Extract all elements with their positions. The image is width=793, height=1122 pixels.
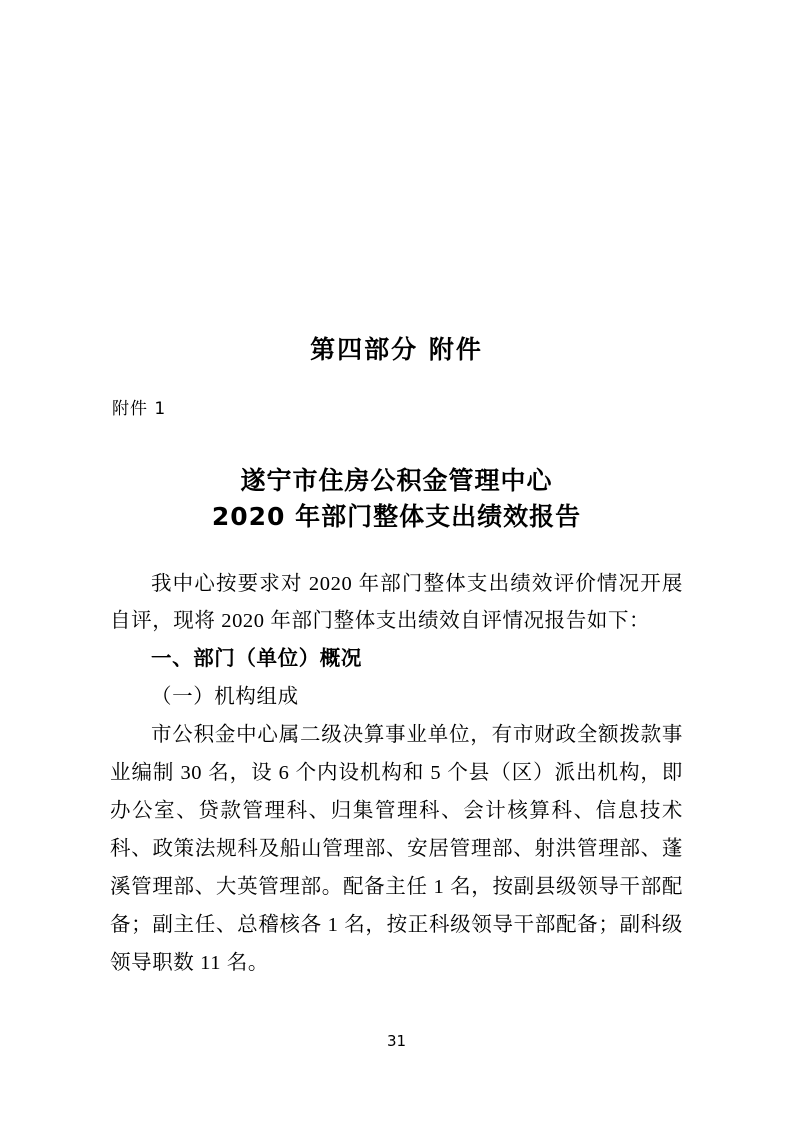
document-title — [110, 463, 683, 536]
document-title-line-2: 2020 年部门整体支出绩效报告 — [211, 502, 582, 532]
paragraph-intro: 我中心按要求对 2020 年部门整体支出绩效评价情况开展自评，现将 2020 年部门整体支出绩效自评情况报告如下： — [110, 572, 683, 633]
document-title-line-1: 遂宁市住房公积金管理中心 — [240, 466, 553, 495]
part-title: 第四部分 附件 — [310, 335, 483, 364]
subsection-1-body: 市公积金中心属二级决算事业单位，有市财政全额拨款事业编制 30 名，设 6 个内设机构和 5 个县（区）派出机构，即办公室、贷款管理科、归集管理科、会计核算科、信息技术科、政策法规科及船山管理部、安居管理部、射洪管理部、蓬溪管理部、大英管理部。配备主任 1 名，按副县级领导干部配备；副主任、总稽核各 1 名，按正科级领导干部配备；副科级领导职数 11 名。 — [110, 724, 683, 974]
subsection-1-heading: （一）机构组成 — [151, 686, 299, 709]
document-body — [110, 566, 683, 983]
attachment-label: 附件 1 — [112, 399, 167, 419]
section-1-heading: 一、部门（单位）概况 — [151, 648, 362, 671]
page-number: 31 — [386, 1032, 407, 1050]
